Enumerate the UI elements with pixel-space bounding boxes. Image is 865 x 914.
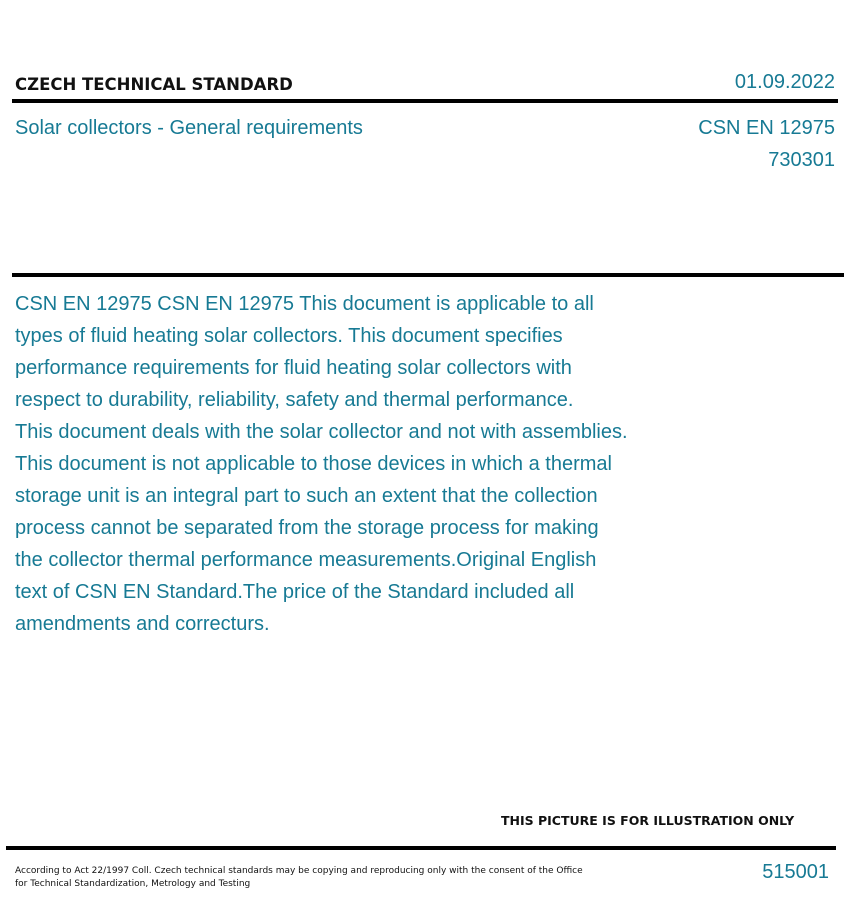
footer-legal-note bbox=[15, 865, 585, 891]
publication-date: 01.09.2022 bbox=[734, 71, 835, 93]
top-divider bbox=[12, 99, 838, 103]
middle-divider bbox=[12, 273, 844, 277]
standard-code: CSN EN 12975 bbox=[698, 117, 835, 139]
bottom-divider bbox=[6, 846, 836, 850]
footer-legal-line-1: According to Act 22/1997 Coll. Czech technical standards may be copying and reproducing only with the consent of the Office bbox=[15, 866, 583, 876]
standard-subtitle: Solar collectors - General requirements bbox=[15, 117, 363, 139]
illustration-note: THIS PICTURE IS FOR ILLUSTRATION ONLY bbox=[501, 813, 795, 828]
footer-legal-line-2: for Technical Standardization, Metrology and Testing bbox=[15, 879, 251, 889]
footer-code: 515001 bbox=[762, 861, 829, 883]
document-abstract: CSN EN 12975 CSN EN 12975 This document is applicable to all types of fluid heating solar collectors. This document specifies performance requirements for fluid heating solar collectors with respect to durability, reliability, safety and thermal performance. This document deals with the solar collector and not with assemblies. This document is not applicable to those devices in which a thermal storage unit is an integral part to such an extent that the collection process cannot be separated from the storage process for making the collector thermal performance measurements.Original English text of CSN EN Standard.The price of the Standard included all amendments and correcturs. bbox=[15, 293, 628, 635]
standard-class-number: 730301 bbox=[768, 149, 835, 171]
document-header-title: CZECH TECHNICAL STANDARD bbox=[15, 75, 293, 94]
